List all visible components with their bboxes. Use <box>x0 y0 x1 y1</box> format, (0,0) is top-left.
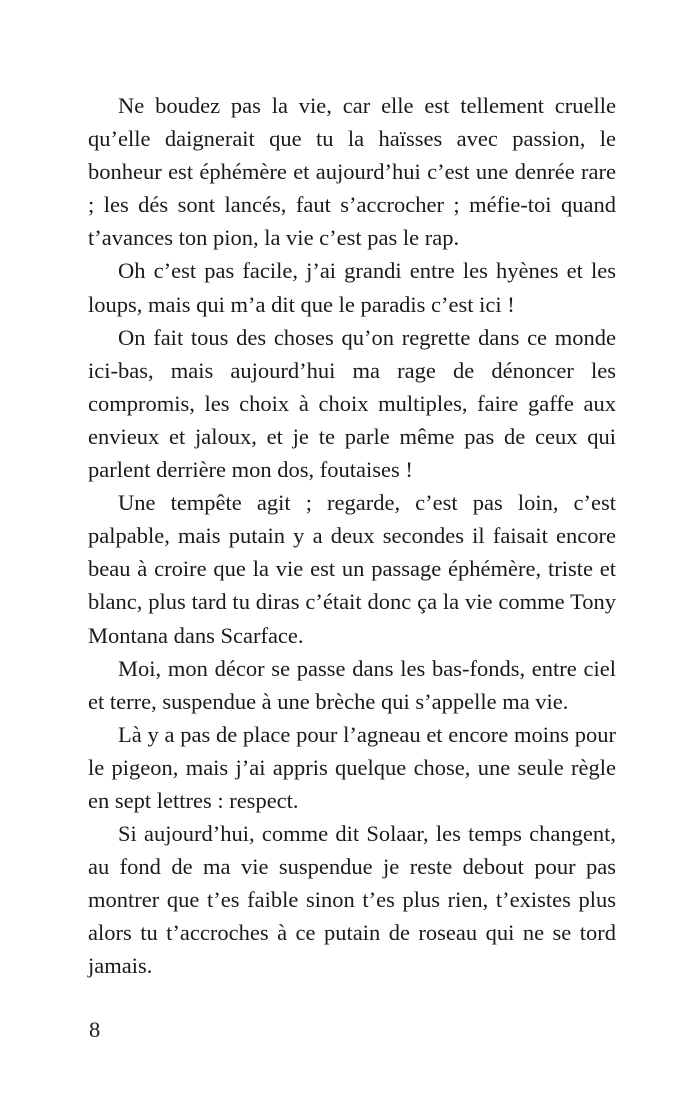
paragraph-2: Oh c’est pas facile, j’ai grandi entre les hyènes et les loups, mais qui m’a dit que le paradis c’est ici ! <box>88 258 616 317</box>
paragraph-1: Ne boudez pas la vie, car elle est tellement cruelle qu’elle daignerait que tu la haïsses avec passion, le bonheur est éphémère et aujourd’hui c’est une denrée rare ; les dés sont lancés, faut s’accrocher ; méfie-toi quand t’avances ton pion, la vie c’est pas le rap. <box>88 93 616 251</box>
paragraph-3: On fait tous des choses qu’on regrette dans ce monde ici-bas, mais aujourd’hui ma rage de dénoncer les compromis, les choix à choix multiples, faire gaffe aux envieux et jaloux, et je te parle même pas de ceux qui parlent derrière mon dos, foutaises ! <box>88 324 616 483</box>
paragraph-6: Là y a pas de place pour l’agneau et encore moins pour le pigeon, mais j’ai appris quelque chose, une seule règle en sept lettres : respect. <box>88 721 616 813</box>
paragraph-7: Si aujourd’hui, comme dit Solaar, les temps changent, au fond de ma vie suspendue je reste debout pour pas montrer que t’es faible sinon t’es plus rien, t’existes plus alors tu t’accroches à ce putain de roseau qui ne se tord jamais. <box>88 821 616 979</box>
paragraph-5: Moi, mon décor se passe dans les bas-fonds, entre ciel et terre, suspendue à une brèche qui s’appelle ma vie. <box>88 655 616 714</box>
paragraph-4: Une tempête agit ; regarde, c’est pas loin, c’est palpable, mais putain y a deux secondes il faisait encore beau à croire que la vie est un passage éphémère, triste et blanc, plus tard tu diras c’était donc ça la vie comme Tony Montana dans Scarface. <box>88 490 616 648</box>
page-body <box>88 89 616 983</box>
page-number: 8 <box>89 1017 101 1042</box>
